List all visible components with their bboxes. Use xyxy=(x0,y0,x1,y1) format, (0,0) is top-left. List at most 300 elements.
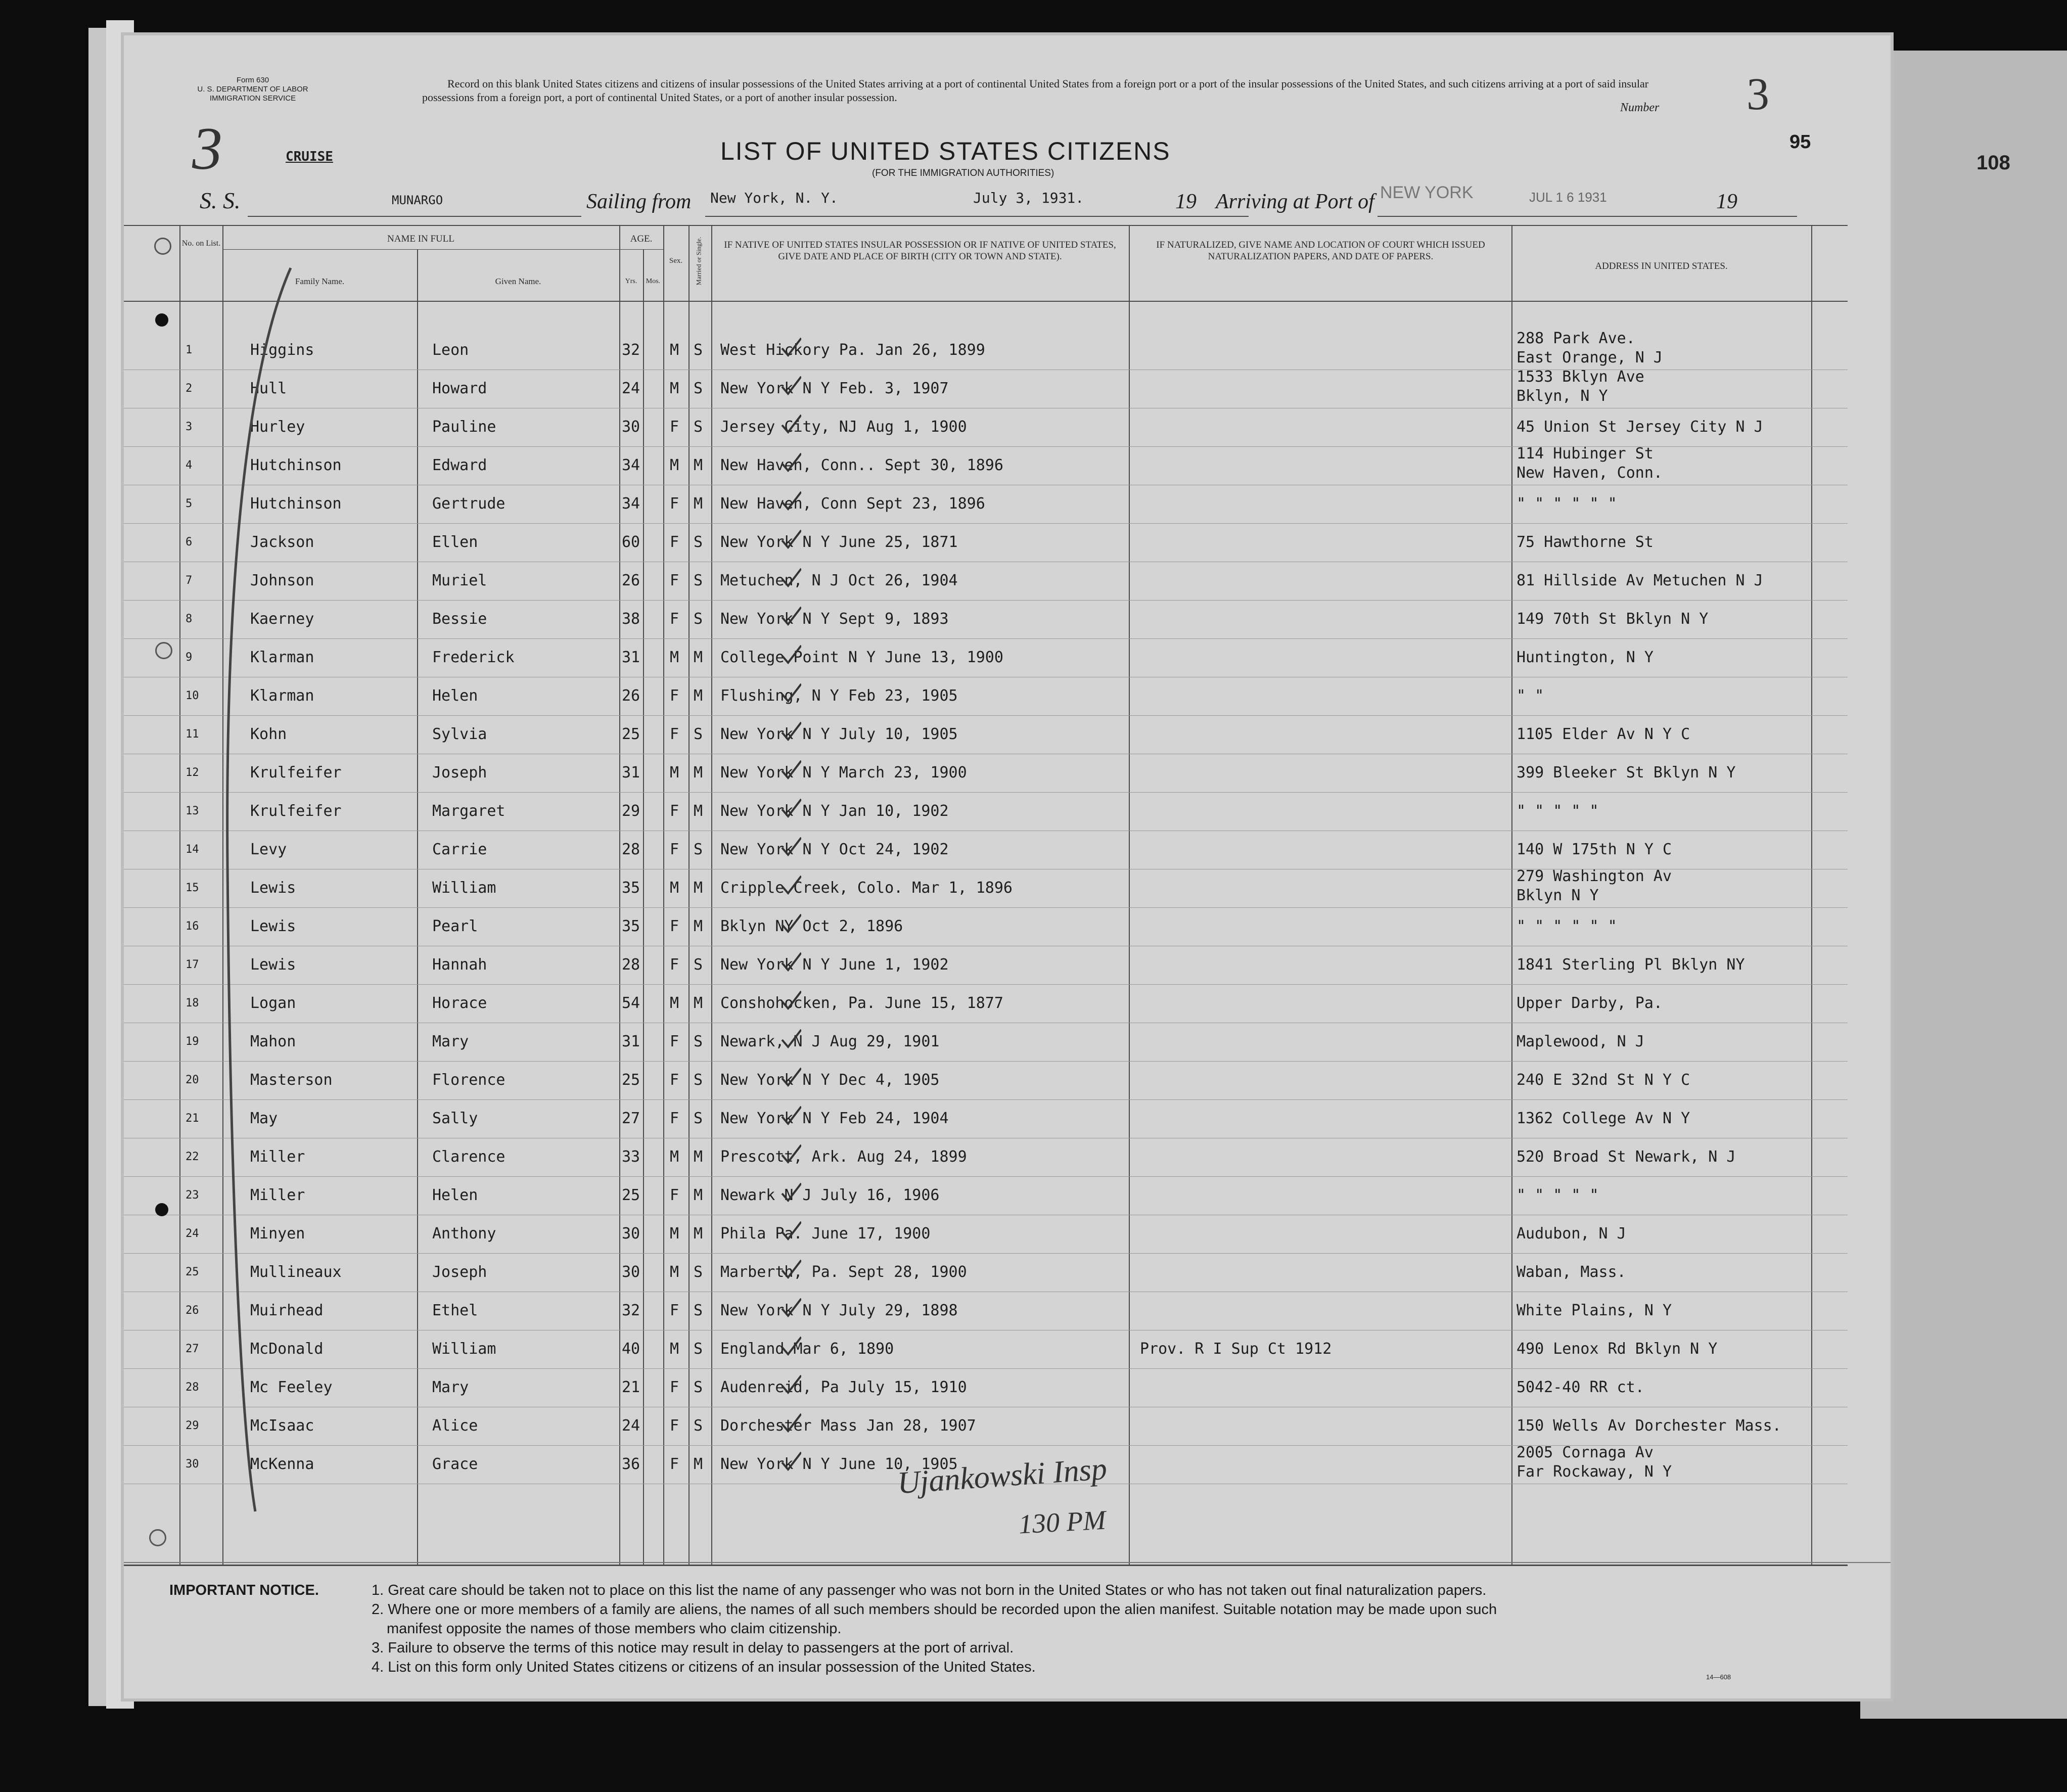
marital-status: M xyxy=(694,764,703,782)
address-line-2: Bklyn N Y xyxy=(1517,887,1599,904)
given-name: Ellen xyxy=(432,533,478,551)
check-mark-icon xyxy=(781,491,801,511)
check-mark-icon xyxy=(781,414,801,434)
check-mark-icon xyxy=(781,529,801,549)
family-name: McIsaac xyxy=(250,1417,314,1435)
table-row xyxy=(124,907,1848,946)
table-row xyxy=(124,370,1848,408)
age-years: 26 xyxy=(622,687,640,705)
arriving-date: JUL 1 6 1931 xyxy=(1529,190,1607,205)
header-bottom-border xyxy=(124,301,1848,302)
address: 399 Bleeker St Bklyn N Y xyxy=(1517,764,1736,782)
arriving-label: Arriving at Port of xyxy=(1216,190,1374,213)
check-mark-icon xyxy=(781,1221,801,1241)
birth-place-date: New Haven, Conn Sept 23, 1896 xyxy=(720,495,985,513)
sex: M xyxy=(670,764,679,782)
check-mark-icon xyxy=(781,1259,801,1279)
address: 75 Hawthorne St xyxy=(1517,533,1653,551)
birth-place-date: Cripple Creek, Colo. Mar 1, 1896 xyxy=(720,879,1013,897)
family-name: Hurley xyxy=(250,418,305,436)
check-mark-icon xyxy=(781,952,801,972)
age-years: 24 xyxy=(622,1417,640,1435)
manifest-sheet xyxy=(124,35,1891,1698)
birth-place-date: Newark, N J Aug 29, 1901 xyxy=(720,1033,940,1050)
form-id-block xyxy=(185,76,321,103)
table-row xyxy=(124,638,1848,677)
age-years: 31 xyxy=(622,649,640,666)
marital-status: S xyxy=(694,956,703,974)
marital-status: M xyxy=(694,1225,703,1243)
check-mark-icon xyxy=(781,376,801,396)
marital-status: M xyxy=(694,456,703,474)
check-mark-icon xyxy=(781,1374,801,1395)
address: 149 70th St Bklyn N Y xyxy=(1517,610,1709,628)
family-name: Lewis xyxy=(250,879,296,897)
department: U. S. DEPARTMENT OF LABOR xyxy=(197,85,308,94)
age-years: 33 xyxy=(622,1148,640,1166)
sex: F xyxy=(670,1071,679,1089)
family-name: Hull xyxy=(250,380,287,397)
table-row xyxy=(124,984,1848,1023)
binder-hole xyxy=(155,313,168,327)
sex: M xyxy=(670,380,679,397)
age-years: 30 xyxy=(622,418,640,436)
birth-place-date: Audenreid, Pa July 15, 1910 xyxy=(720,1379,967,1396)
next-page xyxy=(1860,51,2067,1719)
check-mark-icon xyxy=(781,1413,801,1433)
row-number: 7 xyxy=(186,574,193,587)
table-row xyxy=(124,523,1848,562)
address-line-2: Bklyn, N Y xyxy=(1517,387,1608,405)
marital-status: S xyxy=(694,1302,703,1319)
marital-status: S xyxy=(694,1033,703,1050)
family-name: Mahon xyxy=(250,1033,296,1050)
marital-status: S xyxy=(694,610,703,628)
sex: M xyxy=(670,649,679,666)
ship-name-line xyxy=(248,216,581,217)
header-family-name: Family Name. xyxy=(295,277,345,286)
check-mark-icon xyxy=(781,1298,801,1318)
given-name: Howard xyxy=(432,380,487,397)
birth-place-date: Flushing, N Y Feb 23, 1905 xyxy=(720,687,958,705)
row-number: 23 xyxy=(186,1189,199,1202)
cruise-stamp: CRUISE xyxy=(286,149,333,164)
check-mark-icon xyxy=(781,798,801,818)
title: LIST OF UNITED STATES CITIZENS xyxy=(720,137,1171,165)
header-given-name: Given Name. xyxy=(495,277,541,286)
subtitle: (FOR THE IMMIGRATION AUTHORITIES) xyxy=(872,168,1054,178)
sex: M xyxy=(670,456,679,474)
table-row xyxy=(124,1023,1848,1061)
birth-place-date: England Mar 6, 1890 xyxy=(720,1340,894,1358)
age-years: 35 xyxy=(622,917,640,935)
table-row xyxy=(124,1215,1848,1253)
row-number: 28 xyxy=(186,1381,199,1394)
marital-status: S xyxy=(694,572,703,589)
family-name: Mc Feeley xyxy=(250,1379,333,1396)
page-number: 95 xyxy=(1789,131,1811,153)
address: 81 Hillside Av Metuchen N J xyxy=(1517,572,1763,589)
sailing-from: New York, N. Y. xyxy=(710,190,838,206)
sex: F xyxy=(670,802,679,820)
sex: F xyxy=(670,1033,679,1050)
marital-status: S xyxy=(694,1071,703,1089)
check-mark-icon xyxy=(781,990,801,1010)
check-mark-icon xyxy=(781,1106,801,1126)
row-number: 3 xyxy=(186,421,193,433)
sex: F xyxy=(670,917,679,935)
row-number: 17 xyxy=(186,958,199,971)
given-name: Alice xyxy=(432,1417,478,1435)
table-row xyxy=(124,1099,1848,1138)
row-number: 5 xyxy=(186,497,193,510)
table-row xyxy=(124,1061,1848,1099)
check-mark-icon xyxy=(781,606,801,626)
marital-status: M xyxy=(694,495,703,513)
address-line-1: 2005 Cornaga Av xyxy=(1517,1444,1653,1461)
check-mark-icon xyxy=(781,645,801,665)
birth-place-date: New York N Y Sept 9, 1893 xyxy=(720,610,949,628)
sex: M xyxy=(670,341,679,359)
sex: M xyxy=(670,1225,679,1243)
age-years: 30 xyxy=(622,1263,640,1281)
row-number: 29 xyxy=(186,1419,199,1432)
family-name: Higgins xyxy=(250,341,314,359)
given-name: Carrie xyxy=(432,841,487,858)
address: 1105 Elder Av N Y C xyxy=(1517,725,1690,743)
marital-status: S xyxy=(694,725,703,743)
binder-hole xyxy=(155,642,172,659)
sex: F xyxy=(670,687,679,705)
age-years: 25 xyxy=(622,1186,640,1204)
birth-place-date: New York N Y June 1, 1902 xyxy=(720,956,949,974)
address: 45 Union St Jersey City N J xyxy=(1517,418,1763,436)
table-row xyxy=(124,1253,1848,1292)
given-name: Sylvia xyxy=(432,725,487,743)
age-years: 60 xyxy=(622,533,640,551)
row-number: 20 xyxy=(186,1074,199,1086)
row-number: 25 xyxy=(186,1266,199,1278)
given-name: Helen xyxy=(432,687,478,705)
marital-status: M xyxy=(694,1148,703,1166)
family-name: McKenna xyxy=(250,1455,314,1473)
birth-place-date: New York N Y June 10, 1905 xyxy=(720,1455,958,1473)
family-name: Lewis xyxy=(250,917,296,935)
sailing-line xyxy=(705,216,1249,217)
family-name: Miller xyxy=(250,1186,305,1204)
row-number: 12 xyxy=(186,766,199,779)
notice-item-3: 3. Failure to observe the terms of this notice may result in delay to passengers at the port of arrival. xyxy=(372,1640,1014,1656)
marital-status: S xyxy=(694,1110,703,1127)
check-mark-icon xyxy=(781,760,801,780)
table-row xyxy=(124,869,1848,907)
given-name: Joseph xyxy=(432,1263,487,1281)
age-years: 27 xyxy=(622,1110,640,1127)
ss-label: S. S. xyxy=(200,188,241,213)
check-mark-icon xyxy=(781,721,801,742)
birth-place-date: Jersey City, NJ Aug 1, 1900 xyxy=(720,418,967,436)
age-years: 29 xyxy=(622,802,640,820)
family-name: Johnson xyxy=(250,572,314,589)
address: " " " " " " xyxy=(1517,495,1617,513)
given-name: Anthony xyxy=(432,1225,496,1243)
given-name: Edward xyxy=(432,456,487,474)
sex: F xyxy=(670,956,679,974)
given-name: Margaret xyxy=(432,802,506,820)
age-years: 54 xyxy=(622,994,640,1012)
age-years: 32 xyxy=(622,341,640,359)
ship-name: MUNARGO xyxy=(392,193,443,207)
address: 490 Lenox Rd Bklyn N Y xyxy=(1517,1340,1718,1358)
marital-status: M xyxy=(694,879,703,897)
given-name: William xyxy=(432,879,496,897)
marital-status: S xyxy=(694,533,703,551)
address: Huntington, N Y xyxy=(1517,649,1653,666)
check-mark-icon xyxy=(781,875,801,895)
table-row xyxy=(124,677,1848,715)
age-subheader-line xyxy=(619,249,663,250)
given-name: William xyxy=(432,1340,496,1358)
birth-place-date: New York N Y Dec 4, 1905 xyxy=(720,1071,940,1089)
row-number: 27 xyxy=(186,1343,199,1355)
row-number: 30 xyxy=(186,1458,199,1471)
number-value: 3 xyxy=(1747,69,1769,119)
check-mark-icon xyxy=(781,1451,801,1472)
table-row xyxy=(124,1292,1848,1330)
given-name: Bessie xyxy=(432,610,487,628)
given-name: Mary xyxy=(432,1033,469,1050)
marital-status: M xyxy=(694,802,703,820)
table-bottom-border xyxy=(124,1565,1848,1566)
marital-status: S xyxy=(694,341,703,359)
sex: M xyxy=(670,1340,679,1358)
given-name: Leon xyxy=(432,341,469,359)
address-line-1: 114 Hubinger St xyxy=(1517,445,1653,463)
sex: F xyxy=(670,1186,679,1204)
sex: F xyxy=(670,1379,679,1396)
family-name: Mullineaux xyxy=(250,1263,342,1281)
marital-status: S xyxy=(694,380,703,397)
age-years: 36 xyxy=(622,1455,640,1473)
family-name: Krulfeifer xyxy=(250,802,342,820)
family-name: May xyxy=(250,1110,278,1127)
address: 5042-40 RR ct. xyxy=(1517,1379,1644,1396)
marital-status: M xyxy=(694,1186,703,1204)
age-years: 25 xyxy=(622,1071,640,1089)
header-no: No. on List. xyxy=(181,239,221,248)
marital-status: M xyxy=(694,649,703,666)
table-row xyxy=(124,408,1848,446)
address-line-2: New Haven, Conn. xyxy=(1517,464,1663,482)
sex: F xyxy=(670,418,679,436)
row-number: 11 xyxy=(186,728,199,741)
age-years: 28 xyxy=(622,956,640,974)
header-married: Married or Single. xyxy=(695,237,703,286)
address: Maplewood, N J xyxy=(1517,1033,1644,1050)
address: 520 Broad St Newark, N J xyxy=(1517,1148,1736,1166)
family-name: Muirhead xyxy=(250,1302,324,1319)
birth-place-date: New York N Y July 10, 1905 xyxy=(720,725,958,743)
given-name: Helen xyxy=(432,1186,478,1204)
given-name: Hannah xyxy=(432,956,487,974)
sex: M xyxy=(670,1263,679,1281)
table-top-border xyxy=(124,225,1848,226)
address: " " " " " xyxy=(1517,1186,1599,1204)
row-number: 1 xyxy=(186,344,193,356)
row-number: 26 xyxy=(186,1304,199,1317)
year-label-2: 19 xyxy=(1716,190,1737,213)
sex: F xyxy=(670,533,679,551)
row-number: 16 xyxy=(186,920,199,933)
next-page-number: 108 xyxy=(1977,152,2010,174)
birth-place-date: New York N Y Oct 24, 1902 xyxy=(720,841,949,858)
number-label: Number xyxy=(1620,101,1660,114)
address: Upper Darby, Pa. xyxy=(1517,994,1663,1012)
row-number: 4 xyxy=(186,459,193,472)
given-name: Ethel xyxy=(432,1302,478,1319)
age-years: 35 xyxy=(622,879,640,897)
check-mark-icon xyxy=(781,837,801,857)
table-row xyxy=(124,792,1848,831)
check-mark-icon xyxy=(781,913,801,934)
birth-place-date: West Hickory Pa. Jan 26, 1899 xyxy=(720,341,985,359)
check-mark-icon xyxy=(781,1336,801,1356)
form-number: Form 630 xyxy=(236,76,269,84)
sex: F xyxy=(670,495,679,513)
birth-place-date: New York N Y July 29, 1898 xyxy=(720,1302,958,1319)
notice-divider xyxy=(124,1562,1891,1563)
address-line-1: 279 Washington Av xyxy=(1517,867,1672,885)
given-name: Pearl xyxy=(432,917,478,935)
given-name: Pauline xyxy=(432,418,496,436)
tally-stroke xyxy=(179,258,301,1547)
check-mark-icon xyxy=(781,1067,801,1087)
check-mark-icon xyxy=(781,1182,801,1203)
naturalization: Prov. R I Sup Ct 1912 xyxy=(1140,1340,1332,1358)
header-sex: Sex. xyxy=(669,257,683,265)
table-row xyxy=(124,1138,1848,1176)
check-mark-icon xyxy=(781,1029,801,1049)
year-label-1: 19 xyxy=(1175,190,1197,213)
age-years: 21 xyxy=(622,1379,640,1396)
age-years: 38 xyxy=(622,610,640,628)
marital-status: M xyxy=(694,994,703,1012)
notice-label: IMPORTANT NOTICE. xyxy=(169,1582,319,1598)
birth-place-date: Prescott, Ark. Aug 24, 1899 xyxy=(720,1148,967,1166)
family-name: Hutchinson xyxy=(250,495,342,513)
address: Waban, Mass. xyxy=(1517,1263,1626,1281)
table-row xyxy=(124,1407,1848,1445)
birth-place-date: Metuchen, N J Oct 26, 1904 xyxy=(720,572,958,589)
check-mark-icon xyxy=(781,568,801,588)
marital-status: S xyxy=(694,841,703,858)
binder-hole xyxy=(154,238,171,255)
address: 1841 Sterling Pl Bklyn NY xyxy=(1517,956,1745,974)
sex: M xyxy=(670,1148,679,1166)
header-name-in-full: NAME IN FULL xyxy=(387,234,454,244)
family-name: Lewis xyxy=(250,956,296,974)
address-line-2: East Orange, N J xyxy=(1517,349,1663,366)
address: " " " " " xyxy=(1517,802,1599,820)
birth-place-date: Phila Pa. June 17, 1900 xyxy=(720,1225,931,1243)
given-name: Joseph xyxy=(432,764,487,782)
notice-item-1: 1. Great care should be taken not to place on this list the name of any passenger who was not born in the United States or who has not taken out final naturalization papers. xyxy=(372,1582,1487,1598)
marital-status: M xyxy=(694,687,703,705)
table-row xyxy=(124,946,1848,984)
address-line-1: 1533 Bklyn Ave xyxy=(1517,368,1644,386)
family-name: Kaerney xyxy=(250,610,314,628)
given-name: Clarence xyxy=(432,1148,506,1166)
check-mark-icon xyxy=(781,452,801,473)
given-name: Muriel xyxy=(432,572,487,589)
age-years: 24 xyxy=(622,380,640,397)
table-row xyxy=(124,1330,1848,1368)
table-row xyxy=(124,600,1848,638)
family-name: Masterson xyxy=(250,1071,333,1089)
table-row xyxy=(124,754,1848,792)
arriving-line xyxy=(1377,216,1797,217)
table-row xyxy=(124,331,1848,370)
family-name: Miller xyxy=(250,1148,305,1166)
marital-status: S xyxy=(694,1417,703,1435)
address-line-1: 288 Park Ave. xyxy=(1517,330,1635,347)
header-yrs: Yrs. xyxy=(625,278,637,285)
family-name: Logan xyxy=(250,994,296,1012)
given-name: Mary xyxy=(432,1379,469,1396)
marital-status: S xyxy=(694,418,703,436)
arriving-port: NEW YORK xyxy=(1380,183,1474,202)
instructions: Record on this blank United States citizens and citizens of insular possessions of the United States arriving at a port of continental United States from a foreign port or a port of the insular possessions of the United States, and such citizens arriving at a port of said insular possessions from a foreign port, a port of continental United States, or a port of another insular possession. xyxy=(422,77,1649,104)
signature-time: 130 PM xyxy=(1018,1504,1107,1540)
row-number: 21 xyxy=(186,1112,199,1125)
age-years: 32 xyxy=(622,1302,640,1319)
family-name: Minyen xyxy=(250,1225,305,1243)
given-name: Grace xyxy=(432,1455,478,1473)
birth-place-date: New York N Y March 23, 1900 xyxy=(720,764,967,782)
marital-status: S xyxy=(694,1379,703,1396)
birth-place-date: Marberth, Pa. Sept 28, 1900 xyxy=(720,1263,967,1281)
row-number: 24 xyxy=(186,1227,199,1240)
address: Audubon, N J xyxy=(1517,1225,1626,1243)
age-years: 31 xyxy=(622,764,640,782)
sex: F xyxy=(670,572,679,589)
birth-place-date: New York N Y June 25, 1871 xyxy=(720,533,958,551)
age-years: 30 xyxy=(622,1225,640,1243)
given-name: Gertrude xyxy=(432,495,506,513)
marital-status: S xyxy=(694,1340,703,1358)
header-mos: Mos. xyxy=(646,278,661,285)
check-mark-icon xyxy=(781,337,801,357)
family-name: Jackson xyxy=(250,533,314,551)
birth-place-date: College Point N Y June 13, 1900 xyxy=(720,649,1003,666)
inspector-signature: Ujankowski Insp xyxy=(896,1451,1108,1501)
family-name: Levy xyxy=(250,841,287,858)
birth-place-date: Dorchester Mass Jan 28, 1907 xyxy=(720,1417,976,1435)
table-row xyxy=(124,485,1848,523)
address: 1362 College Av N Y xyxy=(1517,1110,1690,1127)
sex: F xyxy=(670,841,679,858)
header-address: ADDRESS IN UNITED STATES. xyxy=(1595,261,1728,271)
birth-place-date: Conshohocken, Pa. June 15, 1877 xyxy=(720,994,1003,1012)
row-number: 8 xyxy=(186,613,193,625)
family-name: Klarman xyxy=(250,649,314,666)
sex: M xyxy=(670,994,679,1012)
sex: F xyxy=(670,1417,679,1435)
age-years: 28 xyxy=(622,841,640,858)
row-number: 15 xyxy=(186,882,199,894)
header-native: IF NATIVE OF UNITED STATES INSULAR POSSESSION OR IF NATIVE OF UNITED STATES, GIVE DATE AND PLACE OF BIRTH (CITY OR TOWN AND STATE). xyxy=(724,240,1116,262)
row-number: 19 xyxy=(186,1035,199,1048)
